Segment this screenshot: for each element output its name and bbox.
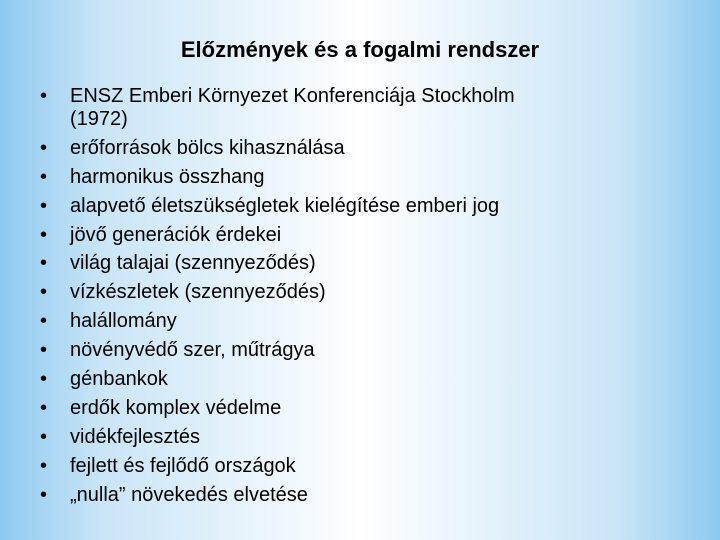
list-item-text: növényvédő szer, műtrágya — [70, 339, 315, 362]
list-item — [40, 484, 680, 507]
list-item — [40, 137, 680, 160]
list-item-text: „nulla” növekedés elvetése — [70, 483, 308, 506]
list-item-text-continued: (1972) — [70, 108, 128, 130]
bullet-icon: • — [40, 281, 48, 304]
list-item — [40, 397, 680, 420]
list-item-text: vízkészletek (szennyeződés) — [70, 281, 326, 304]
list-item — [40, 310, 680, 333]
list-item-text: erőforrások bölcs kihasználása — [70, 136, 345, 159]
bullet-icon: • — [40, 165, 48, 188]
list-item — [40, 252, 680, 275]
bullet-list — [40, 85, 680, 512]
bullet-icon: • — [40, 194, 48, 217]
bullet-icon: • — [40, 368, 48, 391]
list-item-text: harmonikus összhang — [70, 165, 265, 188]
list-item-text: világ talajai (szennyeződés) — [70, 252, 316, 275]
list-item — [40, 85, 680, 131]
list-item-text: alapvető életszükségletek kielégítése emberi jog — [70, 194, 500, 217]
bullet-icon: • — [40, 396, 48, 419]
bullet-icon: • — [40, 483, 48, 506]
list-item — [40, 368, 680, 391]
list-item-text: halállomány — [70, 310, 177, 333]
list-item-text: fejlett és fejlődő országok — [70, 454, 296, 477]
list-item — [40, 426, 680, 449]
list-item — [40, 455, 680, 478]
list-item — [40, 281, 680, 304]
bullet-icon: • — [40, 252, 48, 275]
slide-title: Előzmények és a fogalmi rendszer — [180, 37, 540, 62]
bullet-icon: • — [40, 136, 48, 159]
bullet-icon: • — [40, 425, 48, 448]
bullet-icon: • — [40, 339, 48, 362]
list-item-text: jövő generációk érdekei — [70, 223, 282, 246]
list-item-text: vidékfejlesztés — [70, 425, 201, 448]
list-item-text: erdők komplex védelme — [70, 396, 282, 419]
list-item — [40, 195, 680, 218]
list-item — [40, 166, 680, 189]
bullet-icon: • — [40, 85, 48, 107]
list-item-text: génbankok — [70, 368, 168, 391]
list-item — [40, 224, 680, 247]
list-item — [40, 339, 680, 362]
bullet-icon: • — [40, 223, 48, 246]
bullet-icon: • — [40, 454, 48, 477]
bullet-icon: • — [40, 310, 48, 333]
list-item-text: ENSZ Emberi Környezet Konferenciája Stockholm — [70, 85, 515, 107]
